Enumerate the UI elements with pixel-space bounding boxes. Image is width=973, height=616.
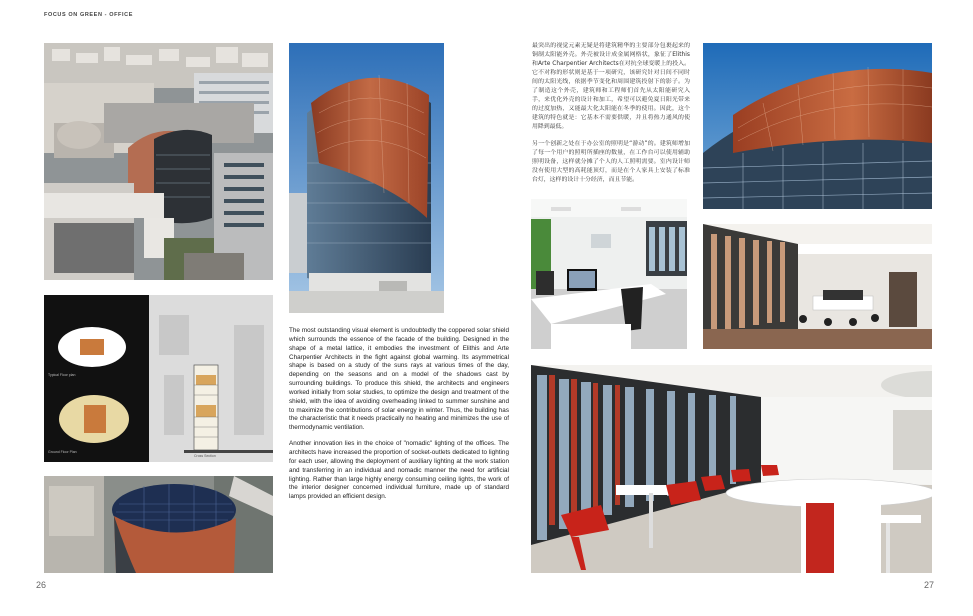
page-number-left: 26: [36, 580, 47, 590]
article-paragraph: 另一个创新之处在于办公室的照明是“游动”的。建筑师增加了每一个用户的照明所插座的数量，在工作台可以使用辅助照明设备，这样就分摊了个人的人工照明需要。室内设计师没有使用大型的高耗能顶灯，而是在个人家具上安装了标准台灯，这样的设计十分经济，而且节能。: [532, 141, 690, 183]
tower-exterior-photo: [289, 43, 444, 313]
lounge-red-chairs-photo: [531, 365, 932, 573]
article-english: [289, 327, 509, 509]
open-office-desk-photo: [531, 199, 687, 349]
article-paragraph: The most outstanding visual element is undoubtedly the coppered solar shield which surrounds the essence of the facade of the building. Designed in the shape of a metal lattice, it embodies the investment of Elithis and Arte Charpentier Architects in the fight against global warming. Its asymmetrical shape is based on a study of the suns rays at various times of the day, depending on the seasons and on a model of the shadows cast by surrounding buildings. To produce this shield, the architects and engineers worked initially from solar studies, to optimize the design and treatment of the shield, with the idea of avoiding overheading linked to summer sunshine and to maximize the contributions of solar energy in winter. Thus, the building has the characteristic that it needs practically no heating and minimizes the use of thermodynamic ventilation.: [289, 327, 509, 432]
aerial-campus-photo: [44, 43, 273, 280]
ground-floor-label: Ground Floor Plan: [48, 450, 77, 454]
aerial-roof-solar-photo: [44, 476, 273, 573]
article-chinese: [532, 42, 690, 193]
section-header: FOCUS ON GREEN - OFFICE: [44, 12, 133, 18]
facade-lattice-closeup-photo: [703, 43, 932, 209]
article-paragraph: 最突出的视觉元素无疑是将建筑精华的主要部分包裹起来的铜制太阳能外壳。外壳被设计成金属网格状，象征了Elithis和Arte Charpentier Architects在对抗全球变暖上的投入。它不对称的形状则是基于一项研究，该研究针对日间不同时间的太阳光线，依据季节变化和周围建筑投射下的影子。为了制造这个外壳，建筑师和工程师们首先从太阳能研究入手，来优化外壳的设计和加工，希望可以避免夏日阳光带来的过度加热，又能最大化太阳能在冬季的使用。因此，这个建筑的特色就是：它基本不需要供暖，并且将热力通风的使用降到最低。: [532, 43, 690, 130]
meeting-room-photo: [703, 224, 932, 349]
floor-plans-section-drawing: [44, 295, 273, 462]
typical-floor-label: Typical Floor plan: [48, 373, 76, 377]
cross-section-label: Cross Section: [194, 454, 216, 458]
article-paragraph: Another innovation lies in the choice of "nomadic" lighting of the offices. The architects have increased the proportion of socket-outlets dedicated to lighting for each user, allowing the deployment of auxiliary lighting at the work station and transferring in an individual and nomadic manner the need for artificial lighting. Rather than large highly energy consuming ceiling lights, the work of the interior designer concerned individual furniture, made up of standard lamps provided an efficient design.: [289, 440, 509, 501]
page-number-right: 27: [924, 580, 935, 590]
